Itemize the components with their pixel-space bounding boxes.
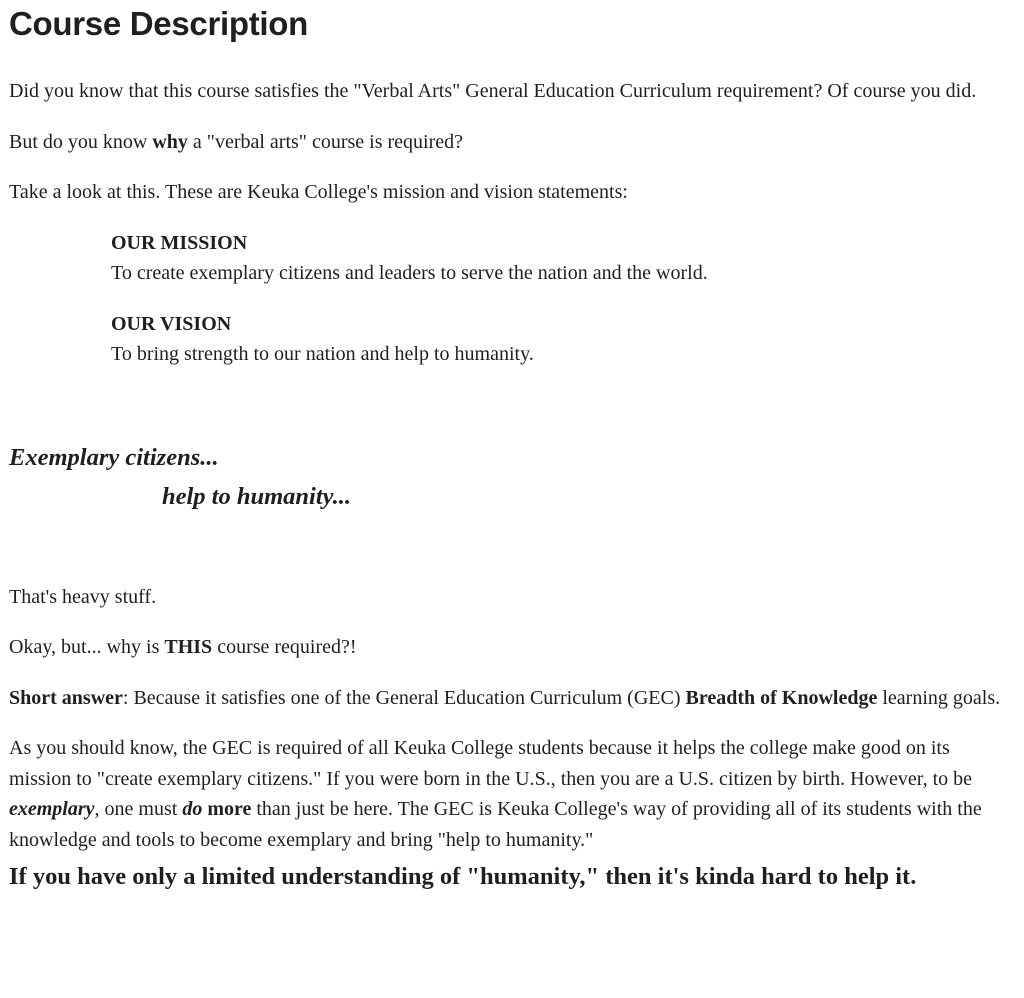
why-emphasis: why <box>152 130 188 153</box>
okay-text-end: course required?! <box>212 636 357 658</box>
gec-paragraph <box>9 733 1014 855</box>
more-emphasis: more <box>202 798 252 820</box>
breadth-of-knowledge: Breadth of Knowledge <box>685 686 878 709</box>
short-answer-text: : Because it satisfies one of the General Education Curriculum (GEC) <box>122 686 686 709</box>
okay-text-start: Okay, but... why is <box>9 636 165 658</box>
emphasis-line-citizens: Exemplary citizens... <box>9 443 219 471</box>
do-emphasis: do <box>182 798 203 820</box>
why-text-end: a "verbal arts" course is required? <box>187 130 464 153</box>
why-paragraph <box>9 127 1014 158</box>
okay-emphasis: THIS <box>164 636 213 658</box>
short-answer-end: learning goals. <box>877 686 1001 709</box>
look-paragraph: Take a look at this. These are Keuka College's mission and vision statements: <box>9 181 628 203</box>
vision-label: OUR VISION <box>111 312 232 335</box>
exemplary-emphasis: exemplary <box>9 798 95 820</box>
vision-statement <box>111 309 1014 370</box>
mission-label: OUR MISSION <box>111 231 248 254</box>
short-answer-label: Short answer <box>9 686 123 709</box>
intro-paragraph: Did you know that this course satisfies the "Verbal Arts" General Education Curriculum requirement? Of course you did. <box>9 80 977 102</box>
vision-text: To bring strength to our nation and help to humanity. <box>111 343 534 365</box>
heavy-stuff-paragraph: That's heavy stuff. <box>9 585 157 608</box>
closing-statement: If you have only a limited understanding of "humanity," then it's kinda hard to help it. <box>9 863 917 890</box>
why-text-start: But do you know <box>9 130 153 153</box>
mission-text: To create exemplary citizens and leaders to serve the nation and the world. <box>111 262 708 284</box>
emphasis-line-humanity: help to humanity... <box>162 482 352 510</box>
mission-statement <box>111 228 1014 289</box>
gec-text-3: than just be here. The GEC is Keuka College's way of providing all of its students with the knowledge and tools to become exemplary and bring "help to humanity." <box>9 798 982 851</box>
course-description-page <box>9 0 1014 891</box>
gec-text-2: , one must <box>94 798 183 820</box>
okay-paragraph <box>9 632 1014 663</box>
page-title: Course Description <box>9 5 308 42</box>
short-answer-paragraph <box>9 683 1014 714</box>
gec-text-1: As you should know, the GEC is required of all Keuka College students because it helps the college make good on its mission to "create exemplary citizens." If you were born in the U.S., then you are a U.S. citizen by birth. However, to be <box>9 737 973 790</box>
